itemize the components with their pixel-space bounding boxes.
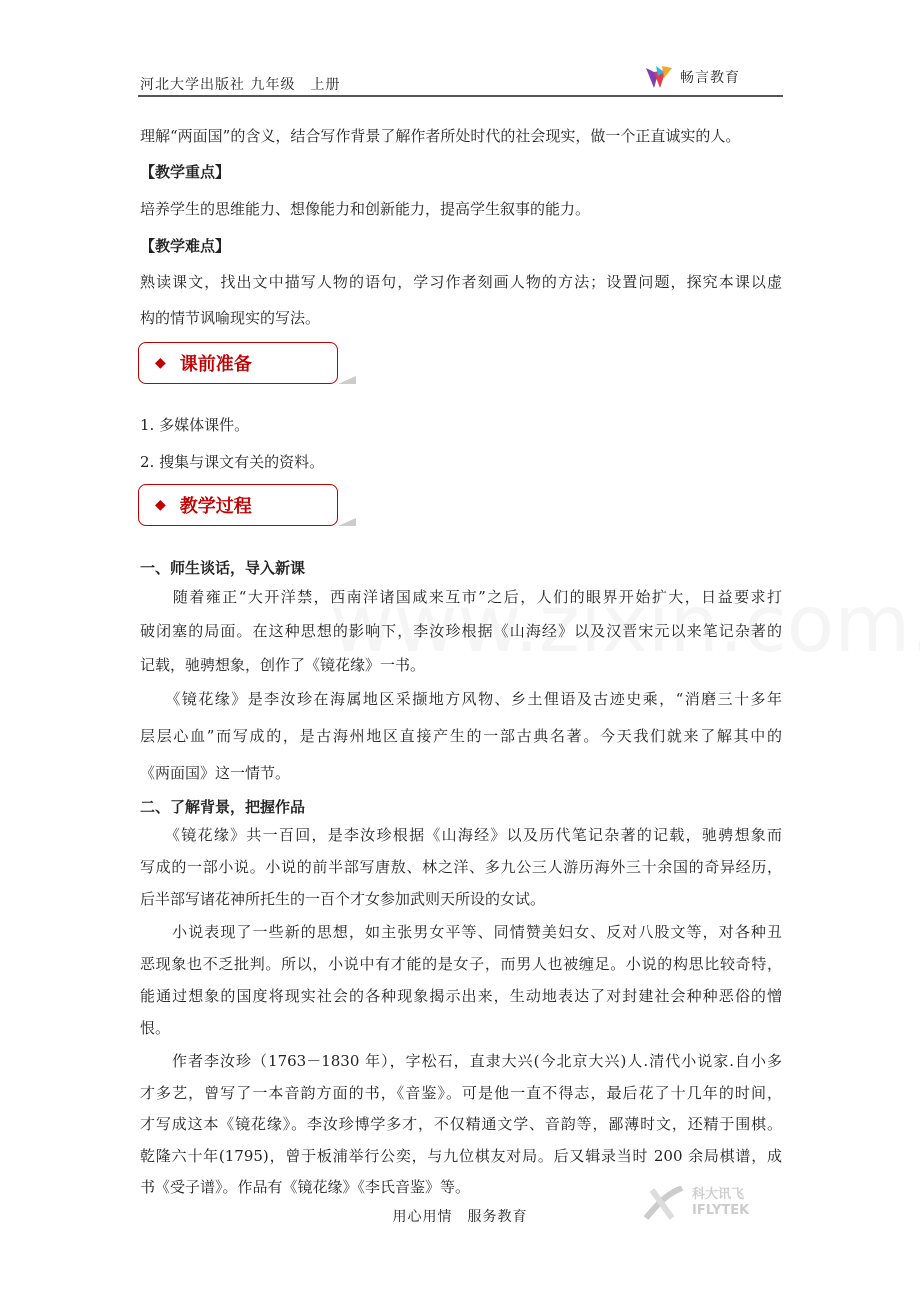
logo-en: IFLYTEK: [692, 1203, 750, 1218]
section-title: 课前准备: [179, 354, 252, 375]
section-box-prep: [138, 342, 338, 384]
diamond-icon: ◆: [155, 355, 166, 371]
header-rule: [138, 95, 783, 97]
s2p2-block: [140, 916, 782, 1044]
heading: 【教学难点】: [140, 237, 231, 255]
text-line: 乾隆六十年(1795)，曾于板浦举行公奕，与九位棋友对局。后又辑录当时 200 余局棋谱，成: [140, 1146, 782, 1165]
text-line: 小说表现了一些新的思想，如主张男女平等、同情赞美妇女、反对八股文等，对各种丑: [140, 923, 782, 941]
text-line: 写成的一部小说。小说的前半部写唐敖、林之洋、多九公三人游历海外三十余国的奇异经历，: [140, 858, 782, 876]
text-line: 书《受子谱》。作品有《镜花缘》《李氏音鉴》等。: [140, 1178, 471, 1196]
s1p1-block: [140, 580, 782, 682]
iflytek-x-icon: [642, 1186, 686, 1220]
text-line: 构的情节讽喻现实的写法。: [140, 309, 321, 327]
text-line: 能通过想象的国度将现实社会的各种现象揭示出来，生动地表达了对封建社会种种恶俗的憎: [140, 987, 782, 1005]
text-line: 《镜花缘》共一百回，是李汝珍根据《山海经》以及历代笔记杂著的记载，驰骋想象而: [140, 826, 782, 844]
box-shadow: [338, 376, 356, 384]
p_key-block: [140, 191, 782, 227]
section-box-process: [138, 484, 338, 526]
heading: 【教学重点】: [140, 163, 231, 181]
header-publisher: 河北大学出版社 九年级 上册: [140, 77, 341, 93]
text-line: 培养学生的思维能力、想像能力和创新能力，提高学生叙事的能力。: [140, 200, 591, 218]
text-line: 才多艺，曾写了一本音韵方面的书，《音鉴》。可是他一直不得志，最后花了十几年的时间，: [140, 1083, 782, 1102]
text-line: 后半部写诸花神所托生的一百个才女参加武则天所设的女试。: [140, 890, 546, 908]
s2p3-block: [140, 1046, 782, 1204]
p_diff-block: [140, 264, 782, 336]
text-line: 恨。: [140, 1019, 171, 1037]
text-line: 记载，驰骋想象，创作了《镜花缘》一书。: [140, 656, 426, 674]
heading: 一、师生谈话，导入新课: [140, 559, 306, 577]
section-title: 教学过程: [179, 496, 252, 517]
text-line: 破闭塞的局面。在这种思想的影响下，李汝珍根据《山海经》以及汉晋宋元以来笔记杂著的: [140, 622, 782, 640]
text-line: 才写成这本《镜花缘》。李汝珍博学多才，不仅精通文学、音韵等，鄙薄时文，还精于围棋。: [140, 1115, 782, 1133]
brand-name: 畅言教育: [680, 70, 740, 86]
iflytek-logo: [642, 1186, 749, 1220]
text-line: 2. 搜集与课文有关的资料。: [140, 453, 325, 471]
s2p1-block: [140, 819, 782, 915]
prep2-block: [140, 444, 782, 480]
text-line: 作者李汝珍（1763－1830 年），字松石，直隶大兴(今北京大兴)人.清代小说家.自小多: [140, 1052, 782, 1070]
bird-logo-icon: [644, 64, 674, 90]
text-line: 层层心血”而写成的，是古海州地区直接产生的一部古典名著。今天我们就来了解其中的: [140, 727, 782, 745]
s1p2-block: [140, 681, 782, 792]
p_goal-block: [140, 118, 782, 154]
logo-cn: 科大讯飞: [692, 1187, 745, 1202]
h_diff-block: [140, 228, 782, 264]
brand-logo: [644, 64, 740, 90]
text-line: 1. 多媒体课件。: [140, 416, 250, 434]
text-line: 恶现象也不乏批判。所以，小说中有才能的是女子，而男人也被缠足。小说的构思比较奇特，: [140, 955, 782, 973]
diamond-icon: ◆: [155, 497, 166, 513]
text-line: 理解“两面国”的含义，结合写作背景了解作者所处时代的社会现实，做一个正直诚实的人。: [140, 127, 741, 145]
footer-slogan: 用心用情 服务教育: [392, 1209, 528, 1225]
text-line: 熟读课文，找出文中描写人物的语句，学习作者刻画人物的方法；设置问题，探究本课以虚: [140, 273, 782, 291]
h_key-block: [140, 154, 782, 190]
box-shadow: [338, 518, 356, 526]
text-line: 《镜花缘》是李汝珍在海属地区采撷地方风物、乡土俚语及古迹史乘，“消磨三十多年: [140, 690, 782, 708]
text-line: 随着雍正“大开洋禁，西南洋诸国咸来互市”之后，人们的眼界开始扩大，日益要求打: [140, 588, 782, 606]
prep-block: [140, 407, 782, 443]
text-line: 《两面国》这一情节。: [140, 764, 291, 782]
heading: 二、了解背景，把握作品: [140, 798, 306, 816]
